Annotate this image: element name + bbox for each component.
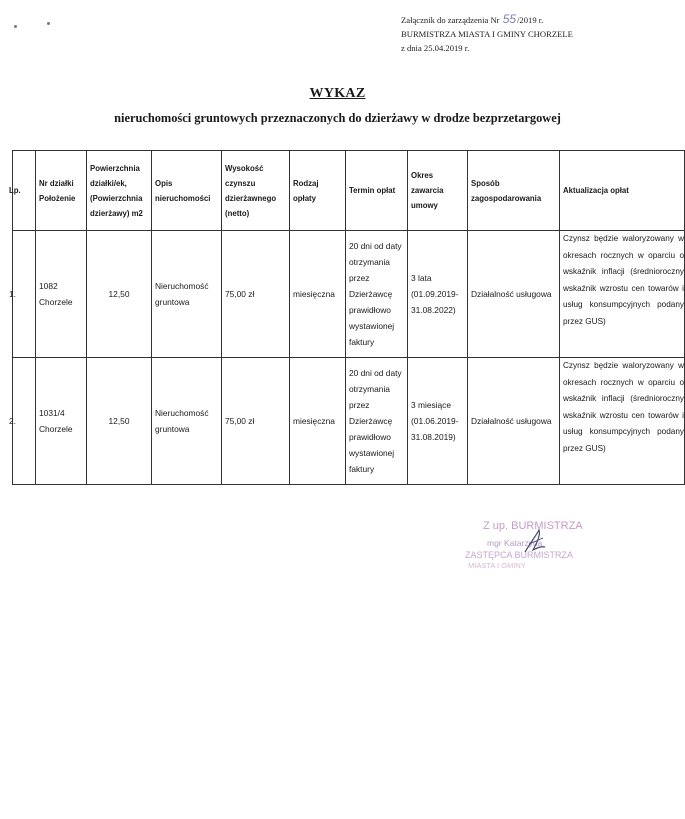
stamp-line-1: Z up. BURMISTRZA [483,520,583,532]
cell-powierzchnia: 12,50 [87,231,152,358]
table-row [13,358,685,485]
table-header-row [13,151,685,231]
header-nr-dzialki: Nr działki Położenie [36,151,87,231]
attachment-line-3: z dnia 25.04.2019 r. [401,43,470,53]
cell-rodzaj: miesięczna [290,358,346,485]
header-powierzchnia: Powierzchnia działki/ek, (Powierzchnia dzierżawy) m2 [87,151,152,231]
cell-opis: Nieruchomość gruntowa [152,358,222,485]
cell-lp: 1. [13,231,36,358]
cell-sposob: Działalność usługowa [468,231,560,358]
cell-czynsz: 75,00 zł [222,231,290,358]
cell-termin: 20 dni od daty otrzymania przez Dzierżawcę prawidłowo wystawionej faktury [346,358,408,485]
cell-okres: 3 lata (01.09.2019-31.08.2022) [408,231,468,358]
header-okres: Okres zawarcia umowy [408,151,468,231]
stamp-line-2: mgr Katarzyna [487,538,543,548]
header-opis: Opis nieruchomości [152,151,222,231]
stamp-line-4: MIASTA I GMINY [468,561,526,570]
header-aktualizacja: Aktualizacja opłat [560,151,685,231]
header-rodzaj: Rodzaj opłaty [290,151,346,231]
attachment-line-1: Załącznik do zarządzenia Nr 55/2019 r. [401,12,544,26]
property-table [9,150,685,485]
cell-sposob: Działalność usługowa [468,358,560,485]
cell-nr-dzialki: 1082 Chorzele [36,231,87,358]
header-czynsz: Wysokość czynszu dzierżawnego (netto) [222,151,290,231]
header-termin: Termin opłat [346,151,408,231]
cell-aktualizacja: Czynsz będzie waloryzowany w okresach rocznych w oparciu o wskaźnik inflacji (średnioroczny wskaźnik wzrostu cen towarów i usług konsumpcyjnych podany przez GUS) [560,231,685,358]
cell-opis: Nieruchomość gruntowa [152,231,222,358]
cell-termin: 20 dni od daty otrzymania przez Dzierżawcę prawidłowo wystawionej faktury [346,231,408,358]
scan-dot [14,25,17,28]
cell-nr-dzialki: 1031/4 Chorzele [36,358,87,485]
official-stamp [455,520,583,582]
property-table-wrapper [9,150,684,485]
document-title: WYKAZ [309,86,366,101]
header-sposob: Sposób zagospodarowania [468,151,560,231]
cell-rodzaj: miesięczna [290,231,346,358]
cell-powierzchnia: 12,50 [87,358,152,485]
cell-okres: 3 miesiące (01.06.2019-31.08.2019) [408,358,468,485]
scan-dot [47,22,50,25]
handwritten-order-number: 55 [502,12,517,26]
table-row [13,231,685,358]
cell-czynsz: 75,00 zł [222,358,290,485]
cell-aktualizacja: Czynsz będzie waloryzowany w okresach rocznych w oparciu o wskaźnik inflacji (średnioroczny wskaźnik wzrostu cen towarów i usług konsumpcyjnych podany przez GUS) [560,358,685,485]
header-lp: Lp. [13,151,36,231]
signature-icon [455,520,580,582]
cell-lp: 2. [13,358,36,485]
stamp-line-3: ZASTĘPCA BURMISTRZA [465,550,574,560]
document-subtitle: nieruchomości gruntowych przeznaczonych do dzierżawy w drodze bezprzetargowej [114,111,561,125]
attachment-line-2: BURMISTRZA MIASTA I GMINY CHORZELE [401,29,573,39]
attachment-header [401,12,671,55]
